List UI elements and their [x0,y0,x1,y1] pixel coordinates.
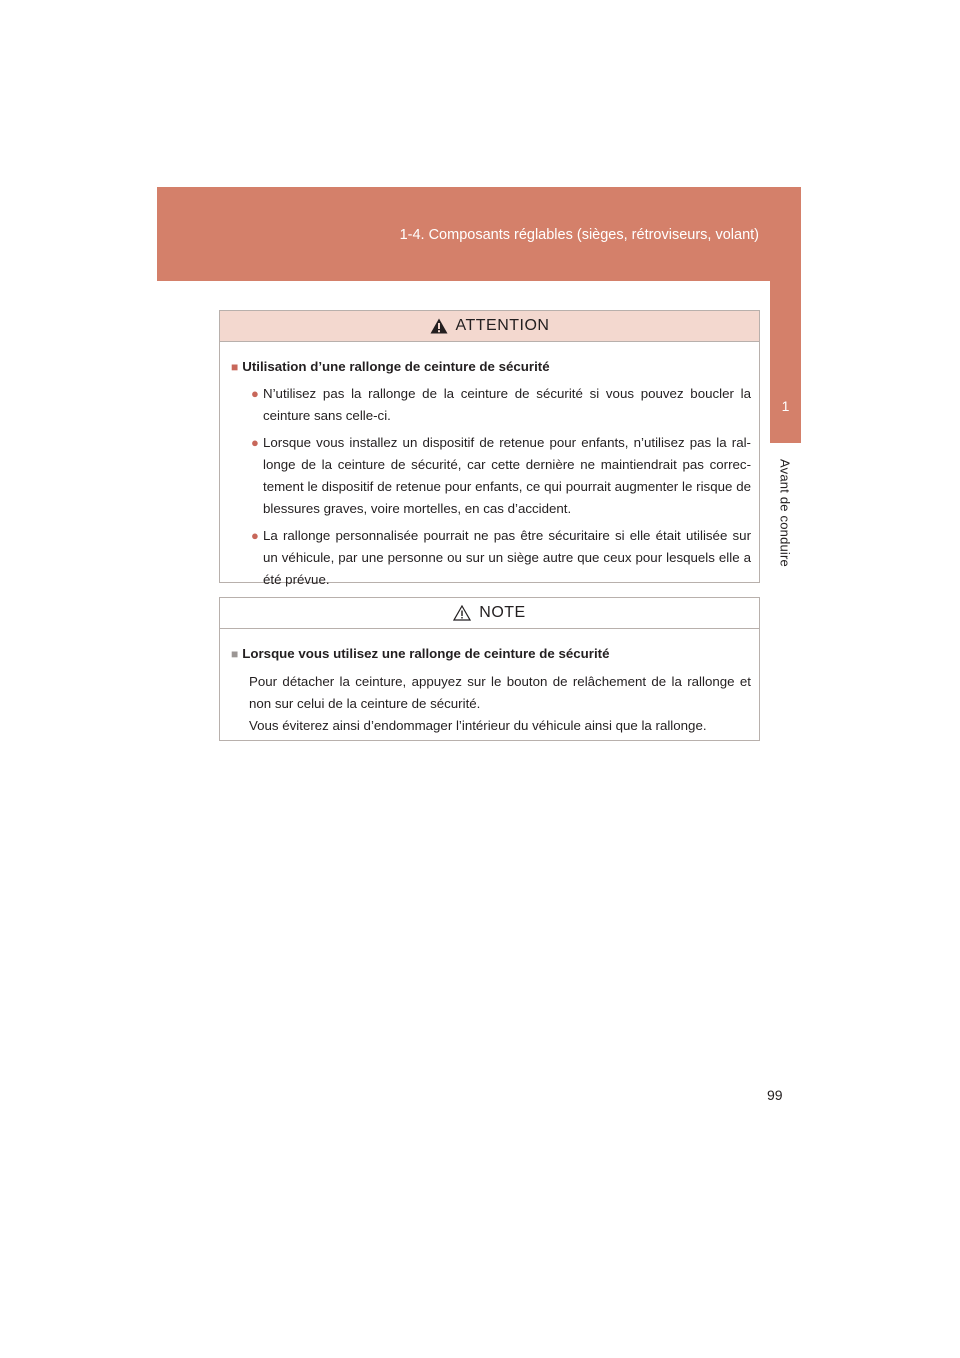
attention-box [219,310,760,587]
attention-section-title: ■ Utilisation d’une rallonge de ceinture de sécurité [231,356,751,378]
attention-header [220,311,759,342]
list-item: ● N’utilisez pas la rallonge de la ceinture de sécurité si vous pouvez boucler la ceinture sans celle-ci. [251,383,751,427]
note-header [220,598,759,629]
bullet-dot-icon: ● [251,528,259,543]
bullet-dot-icon: ● [251,435,259,450]
header-band [157,187,801,281]
attention-heading: ATTENTION [455,317,550,334]
warning-triangle-icon [430,318,448,334]
note-heading: NOTE [479,604,526,621]
square-bullet-icon: ■ [231,360,239,374]
bullet-dot-icon: ● [251,386,259,401]
page-number: 99 [767,1087,783,1103]
note-box [219,597,760,741]
caution-outline-triangle-icon [453,605,471,621]
chapter-number: 1 [781,398,790,414]
note-section-title: ■ Lorsque vous utilisez une rallonge de ceinture de sécurité [231,643,751,665]
chapter-tab [770,281,801,443]
note-paragraph: Pour détacher la ceinture, appuyez sur le bouton de relâchement de la rallonge et non sur celui de la ceinture de sécurité. [249,674,751,711]
note-paragraph: Vous éviterez ainsi d’endommager l’intérieur du véhicule ainsi que la rallonge. [249,718,707,733]
list-item: ● La rallonge personnalisée pourrait ne pas être sécuritaire si elle était utilisée sur un véhicule, par une personne ou sur un siège autre que ceux pour lesquels elle a été prévue. [251,525,751,591]
section-title: 1-4. Composants réglables (sièges, rétroviseurs, volant) [399,227,759,243]
chapter-label: Avant de conduire [777,459,793,567]
square-bullet-icon: ■ [231,647,239,661]
list-item: ● Lorsque vous installez un dispositif de retenue pour enfants, n’utilisez pas la ral-longe de la ceinture de sécurité, car cette dernière ne maintiendrait pas correc-tement le dispositif de retenue pour enfants, ce qui pourrait augmenter le risque de blessures graves, voire mortelles, en cas d’accident. [251,432,751,520]
note-text [249,671,751,737]
